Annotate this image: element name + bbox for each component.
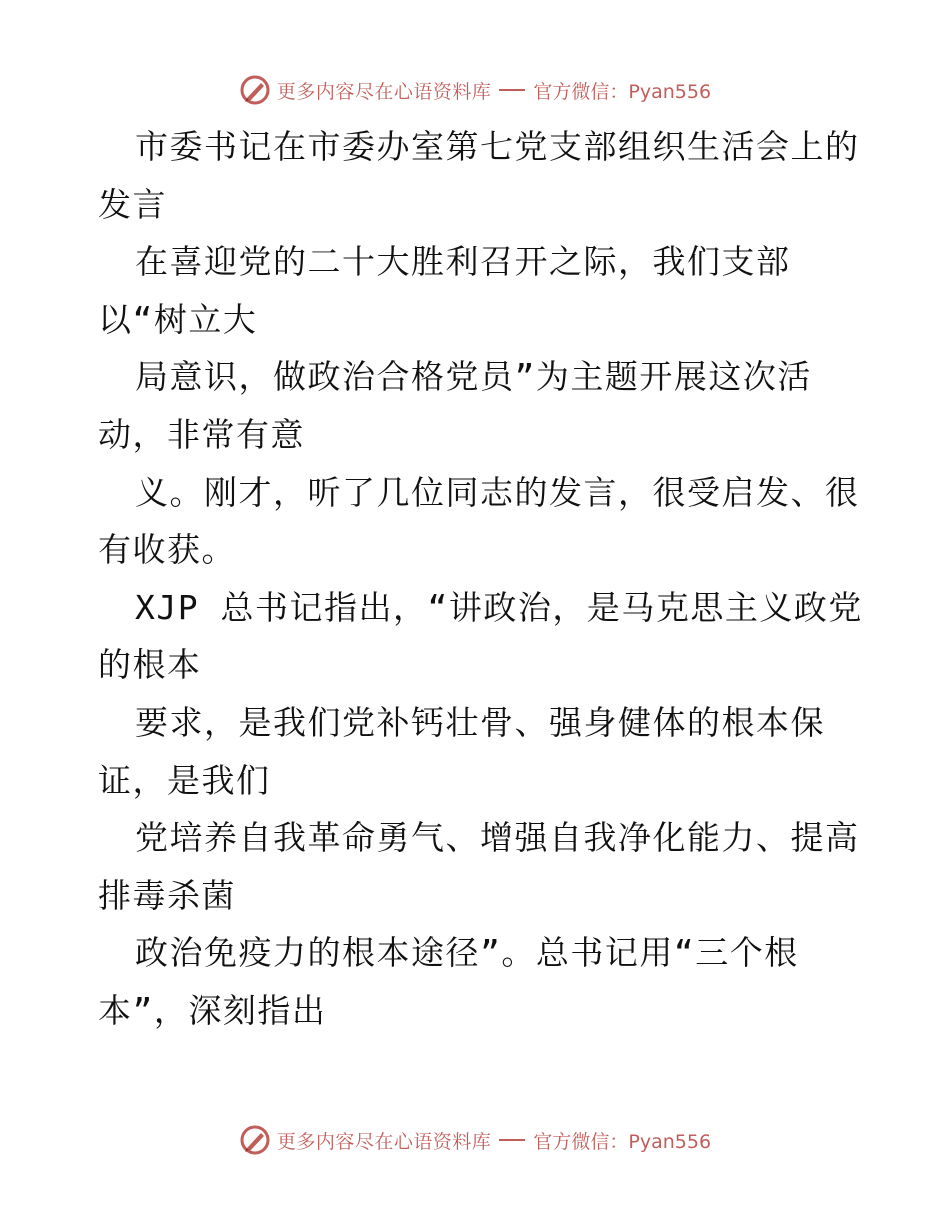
paragraph-line: 本”，深刻指出	[98, 990, 327, 1030]
header-contact-text: 官方微信：Pyan556	[533, 80, 712, 103]
paragraph-line: XJP 总书记指出，“讲政治，是马克思主义政党	[135, 587, 863, 627]
paragraph-line: 的根本	[98, 645, 202, 685]
header-promo-text: 更多内容尽在心语资料库	[276, 80, 492, 103]
paragraph-line: 以“树立大	[98, 299, 258, 339]
pen-logo-icon	[239, 1124, 271, 1156]
paragraph-line: 动，非常有意	[98, 414, 305, 454]
paragraph-line: 在喜迎党的二十大胜利召开之际，我们支部	[135, 242, 791, 282]
paragraph-line: 局意识，做政治合格党员”为主题开展这次活	[135, 357, 812, 397]
header-watermark-banner	[0, 70, 950, 110]
header-banner-dash	[499, 89, 525, 91]
paragraph-line: 义。刚才，听了几位同志的发言，很受启发、很	[135, 472, 860, 512]
paragraph-line: 党培养自我革命勇气、增强自我净化能力、提高	[135, 818, 860, 858]
footer-promo-text: 更多内容尽在心语资料库	[276, 1130, 492, 1153]
paragraph-line: 排毒杀菌	[98, 875, 236, 915]
footer-contact-text: 官方微信：Pyan556	[533, 1130, 712, 1153]
paragraph-line: 要求，是我们党补钙壮骨、强身健体的根本保	[135, 702, 825, 742]
paragraph-line: 证，是我们	[98, 760, 271, 800]
pen-logo-icon	[239, 74, 271, 106]
paragraph-line: 政治免疫力的根本途径”。总书记用“三个根	[135, 933, 799, 973]
document-body	[98, 118, 863, 1040]
footer-banner-dash	[499, 1139, 525, 1141]
paragraph-line: 发言	[98, 184, 167, 224]
footer-watermark-banner	[0, 1120, 950, 1160]
paragraph-line: 市委书记在市委办室第七党支部组织生活会上的	[135, 127, 860, 166]
paragraph-line: 有收获。	[98, 530, 236, 570]
